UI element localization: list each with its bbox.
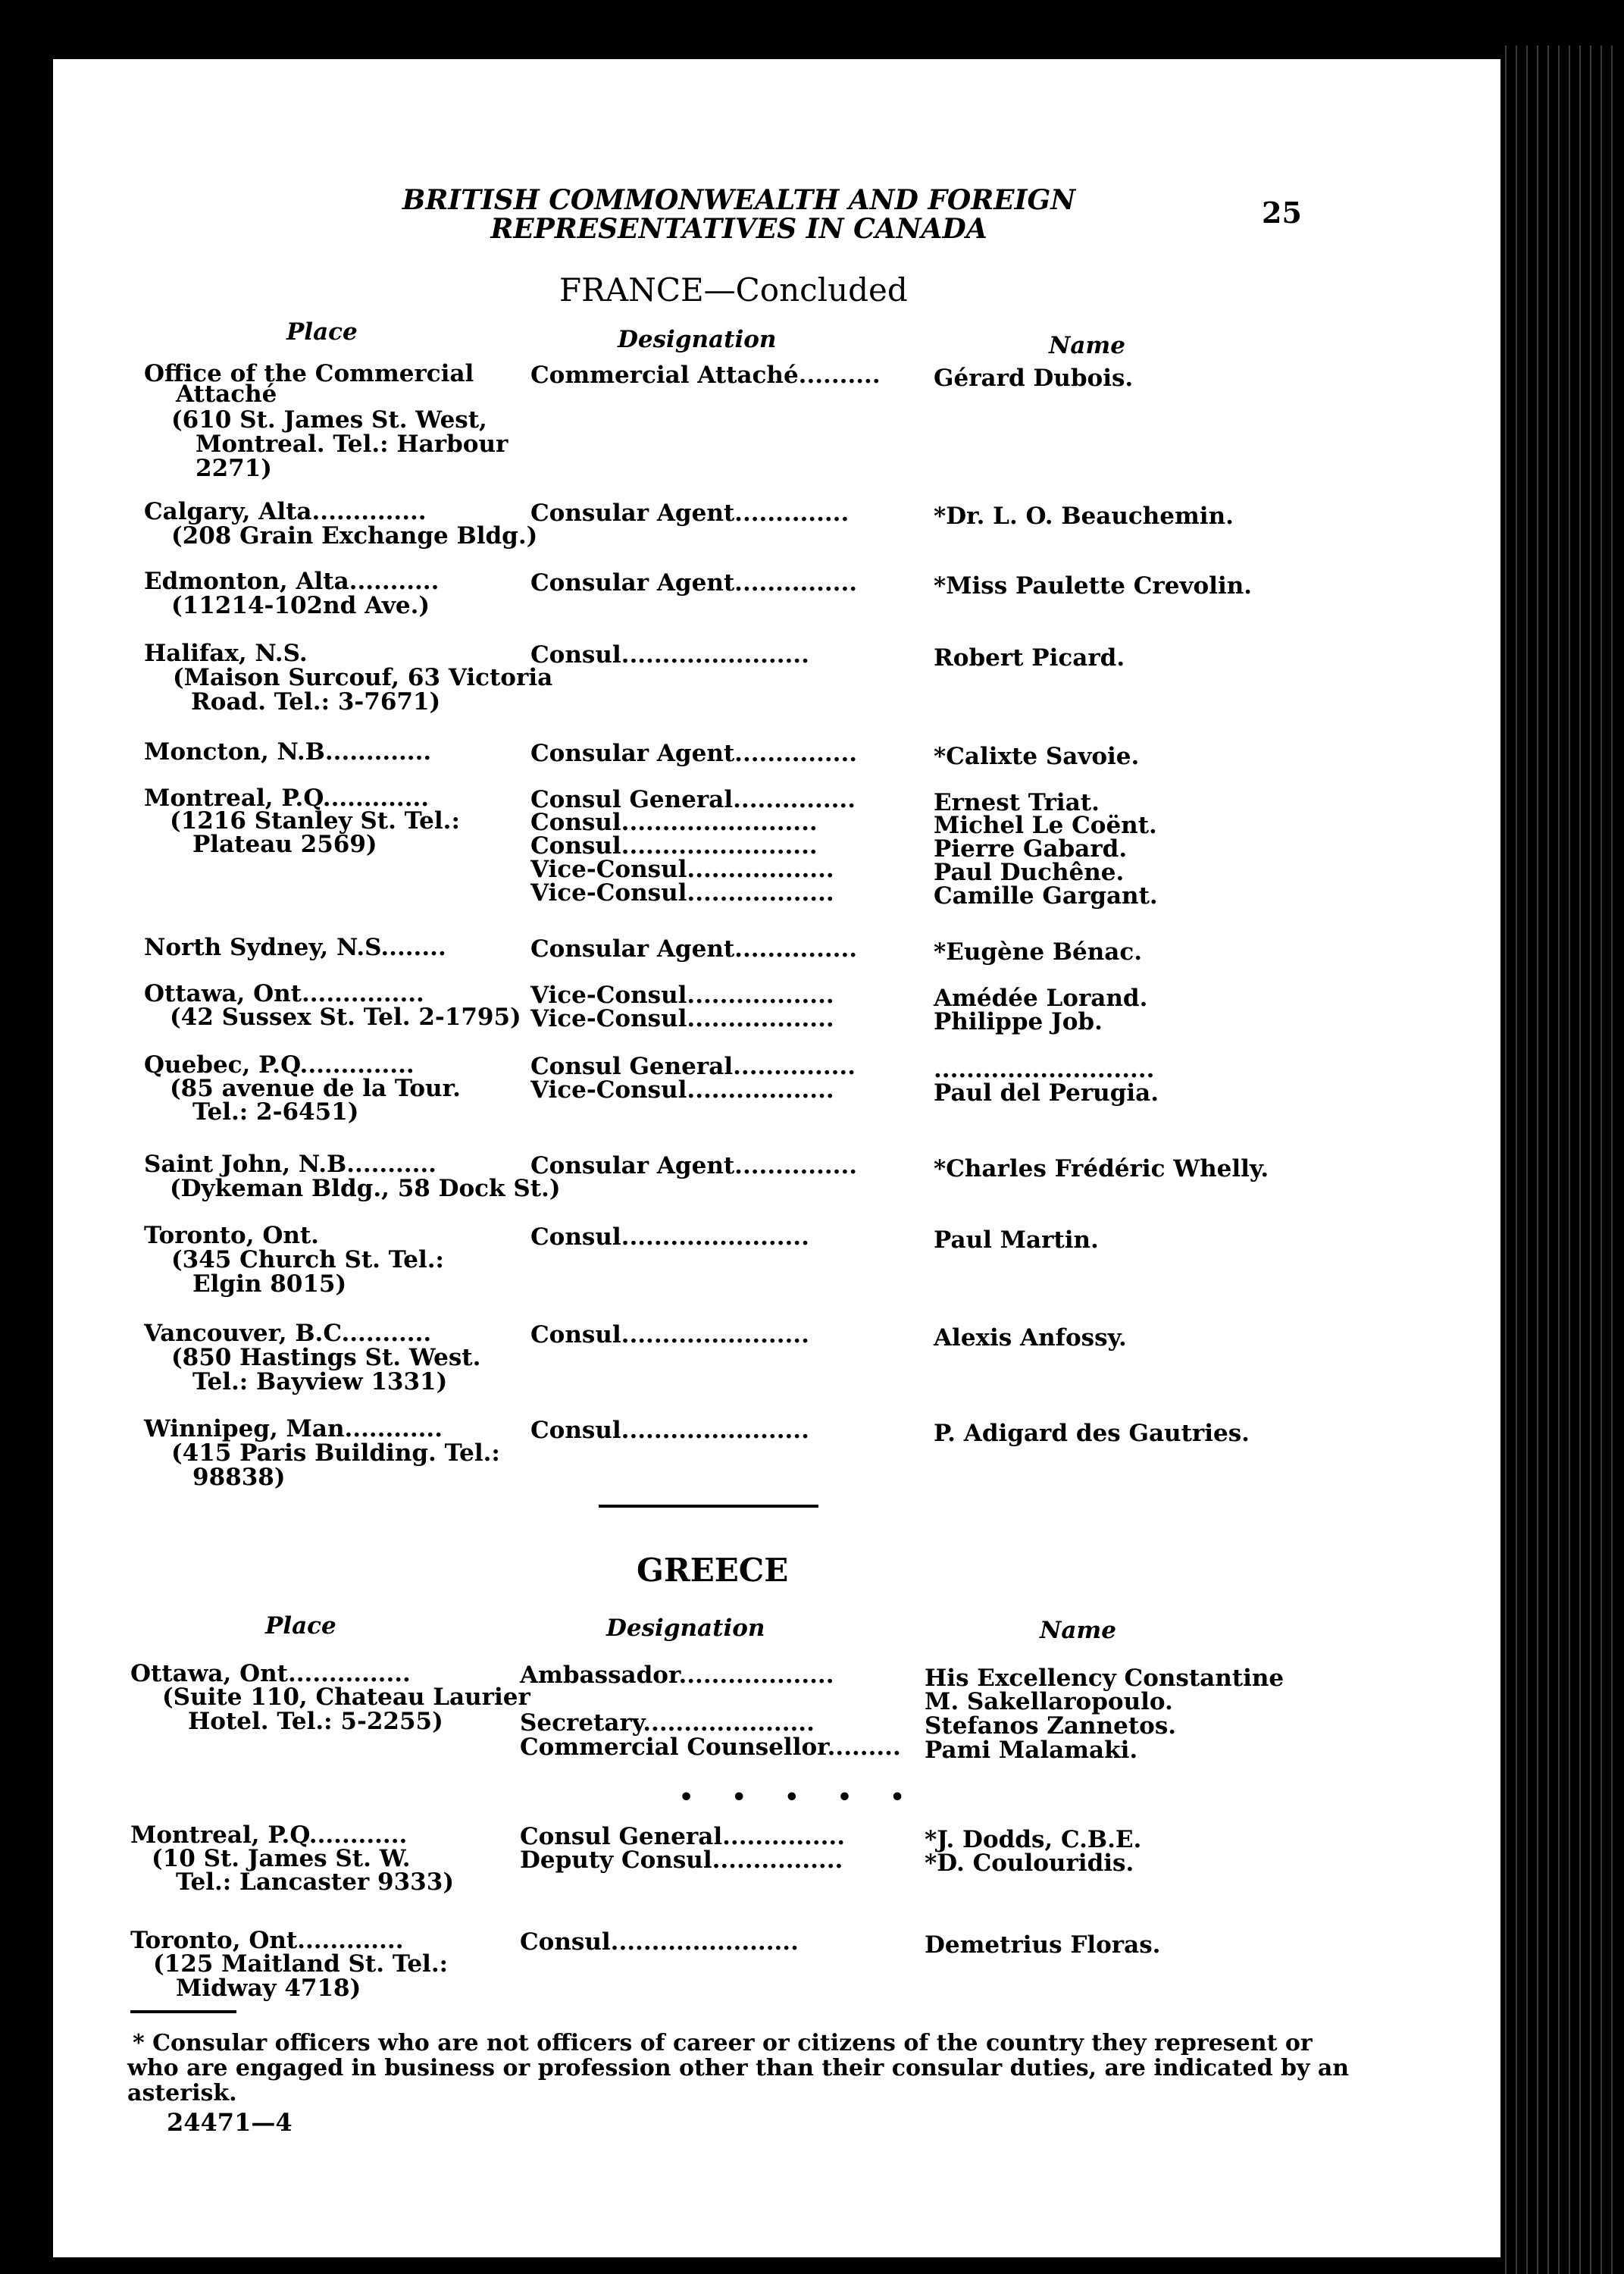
france-row-designation: Consul........................ bbox=[530, 809, 818, 836]
greece-row-name: His Excellency Constantine bbox=[925, 1665, 1284, 1692]
france-row-place: Tel.: Bayview 1331) bbox=[192, 1368, 448, 1395]
france-row-designation: Vice-Consul.................. bbox=[530, 856, 834, 883]
running-head-line2: REPRESENTATIVES IN CANADA bbox=[490, 213, 987, 245]
column-header-name-greece: Name bbox=[1040, 1617, 1116, 1644]
france-row-place: 98838) bbox=[192, 1464, 286, 1491]
france-row-place: Plateau 2569) bbox=[192, 831, 377, 858]
greece-row-place: (Suite 110, Chateau Laurier bbox=[162, 1684, 530, 1711]
france-row-place: (Maison Surcouf, 63 Victoria bbox=[173, 664, 553, 691]
france-row-place: Edmonton, Alta........... bbox=[144, 568, 440, 595]
france-row-name: *Eugène Bénac. bbox=[934, 938, 1143, 966]
france-row-name: Ernest Triat. bbox=[934, 789, 1100, 816]
greece-row-name: *D. Coulouridis. bbox=[925, 1850, 1134, 1877]
footnote-line3: asterisk. bbox=[127, 2080, 237, 2106]
greece-row-place: Tel.: Lancaster 9333) bbox=[176, 1868, 454, 1896]
france-row-place: Ottawa, Ont............... bbox=[144, 980, 424, 1007]
france-row-place: Saint John, N.B........... bbox=[144, 1151, 437, 1178]
france-row-place: Attaché bbox=[176, 381, 277, 408]
france-row-designation: Commercial Attaché.......... bbox=[530, 362, 881, 389]
france-row-designation: Consul General............... bbox=[530, 1053, 856, 1080]
greece-row-place: (125 Maitland St. Tel.: bbox=[153, 1950, 449, 1978]
france-row-place: (850 Hastings St. West. bbox=[171, 1344, 481, 1371]
france-row-name: Paul Duchêne. bbox=[934, 859, 1125, 886]
france-row-designation: Consul General............... bbox=[530, 786, 856, 813]
france-row-place: Toronto, Ont. bbox=[144, 1222, 319, 1249]
greece-row-place: Ottawa, Ont............... bbox=[130, 1660, 411, 1687]
france-row-designation: Vice-Consul.................. bbox=[530, 879, 834, 907]
france-row-place: Moncton, N.B............. bbox=[144, 738, 432, 766]
column-header-name: Name bbox=[1049, 332, 1125, 359]
france-row-place: Road. Tel.: 3-7671) bbox=[191, 688, 441, 716]
running-head bbox=[303, 186, 1175, 243]
footnote-line1: * Consular officers who are not officers of career or citizens of the country they represent or bbox=[133, 2030, 1313, 2056]
france-row-name: ........................... bbox=[934, 1056, 1155, 1083]
greece-row-place: (10 St. James St. W. bbox=[152, 1845, 411, 1872]
france-row-place: North Sydney, N.S........ bbox=[144, 934, 446, 961]
column-header-place: Place bbox=[286, 318, 358, 346]
france-row-designation: Consul....................... bbox=[530, 641, 809, 669]
france-row-name: *Calixte Savoie. bbox=[934, 743, 1140, 770]
france-row-name: Camille Gargant. bbox=[934, 882, 1158, 910]
france-row-designation: Vice-Consul.................. bbox=[530, 1076, 834, 1104]
france-row-place: Winnipeg, Man............ bbox=[144, 1415, 443, 1442]
france-row-place: Office of the Commercial bbox=[144, 360, 474, 387]
greece-row-place: Hotel. Tel.: 5-2255) bbox=[188, 1708, 443, 1735]
row-separator-dots: • • • • • bbox=[679, 1784, 920, 1811]
greece-row-designation: Deputy Consul................ bbox=[520, 1846, 843, 1874]
greece-row-name: Demetrius Floras. bbox=[925, 1931, 1161, 1959]
france-row-place: Elgin 8015) bbox=[192, 1270, 347, 1298]
france-row-designation: Consular Agent............... bbox=[530, 740, 858, 767]
france-row-name: Pierre Gabard. bbox=[934, 835, 1128, 863]
footnote-rule bbox=[130, 2010, 236, 2013]
section-title-greece: GREECE bbox=[637, 1552, 789, 1589]
france-row-place: Montreal. Tel.: Harbour bbox=[196, 431, 508, 458]
france-row-place: Calgary, Alta.............. bbox=[144, 498, 427, 525]
column-header-designation-greece: Designation bbox=[606, 1615, 765, 1642]
france-row-designation: Vice-Consul.................. bbox=[530, 982, 834, 1009]
greece-row-name: Pami Malamaki. bbox=[925, 1737, 1138, 1764]
france-row-place: Tel.: 2-6451) bbox=[192, 1098, 359, 1126]
france-row-designation: Vice-Consul.................. bbox=[530, 1005, 834, 1032]
greece-row-designation: Commercial Counsellor......... bbox=[520, 1734, 901, 1761]
france-row-place: (610 St. James St. West, bbox=[171, 406, 487, 434]
france-row-place: (208 Grain Exchange Bldg.) bbox=[171, 522, 538, 550]
france-row-place: (85 avenue de la Tour. bbox=[170, 1075, 461, 1102]
france-row-place: Quebec, P.Q.............. bbox=[144, 1051, 415, 1079]
france-row-place: (42 Sussex St. Tel. 2-1795) bbox=[170, 1004, 521, 1031]
greece-row-place: Montreal, P.Q............ bbox=[130, 1821, 408, 1849]
france-row-place: (415 Paris Building. Tel.: bbox=[171, 1439, 500, 1467]
france-row-name: *Charles Frédéric Whelly. bbox=[934, 1155, 1269, 1182]
france-row-designation: Consul....................... bbox=[530, 1417, 809, 1444]
france-row-designation: Consular Agent............... bbox=[530, 1152, 858, 1179]
france-row-name: Paul del Perugia. bbox=[934, 1079, 1159, 1107]
greece-row-place: Midway 4718) bbox=[176, 1975, 361, 2002]
greece-row-designation: Secretary..................... bbox=[520, 1709, 815, 1737]
print-code: 24471—4 bbox=[167, 2108, 293, 2137]
france-row-designation: Consul........................ bbox=[530, 832, 818, 860]
greece-row-designation: Consul....................... bbox=[520, 1928, 799, 1956]
france-row-place: Montreal, P.Q............. bbox=[144, 785, 430, 812]
france-row-name: Philippe Job. bbox=[934, 1008, 1103, 1035]
france-row-place: (345 Church St. Tel.: bbox=[171, 1246, 444, 1273]
column-header-designation: Designation bbox=[618, 326, 777, 353]
column-header-place-greece: Place bbox=[265, 1612, 336, 1640]
page-number: 25 bbox=[1262, 196, 1302, 230]
france-row-designation: Consular Agent............... bbox=[530, 935, 858, 963]
france-row-designation: Consul....................... bbox=[530, 1321, 809, 1348]
france-row-designation: Consular Agent.............. bbox=[530, 500, 850, 527]
france-row-place: Halifax, N.S. bbox=[144, 640, 308, 667]
greece-row-name: Stefanos Zannetos. bbox=[925, 1712, 1177, 1740]
greece-row-place: Toronto, Ont............. bbox=[130, 1927, 404, 1954]
footnote-line2: who are engaged in business or profession other than their consular duties, are indicated by an bbox=[127, 2055, 1350, 2081]
greece-row-designation: Consul General............... bbox=[520, 1823, 845, 1850]
france-row-place: (Dykeman Bldg., 58 Dock St.) bbox=[170, 1175, 561, 1202]
france-row-place: 2271) bbox=[196, 455, 272, 482]
france-row-designation: Consular Agent............... bbox=[530, 569, 858, 597]
france-row-name: Amédée Lorand. bbox=[934, 985, 1148, 1012]
page-edge bbox=[1500, 45, 1622, 2274]
france-row-name: Michel Le Coënt. bbox=[934, 812, 1157, 839]
france-row-place: Vancouver, B.C........... bbox=[144, 1320, 432, 1347]
greece-row-name: M. Sakellaropoulo. bbox=[925, 1688, 1173, 1715]
france-row-name: P. Adigard des Gautries. bbox=[934, 1420, 1250, 1447]
france-row-place: (1216 Stanley St. Tel.: bbox=[170, 807, 460, 835]
greece-row-name: *J. Dodds, C.B.E. bbox=[925, 1826, 1142, 1853]
france-row-name: Alexis Anfossy. bbox=[934, 1324, 1127, 1352]
france-row-designation: Consul....................... bbox=[530, 1223, 809, 1251]
france-row-name: Paul Martin. bbox=[934, 1226, 1099, 1254]
greece-row-designation: Ambassador................... bbox=[520, 1662, 834, 1689]
running-head-line1: BRITISH COMMONWEALTH AND FOREIGN bbox=[402, 184, 1076, 216]
france-row-name: *Dr. L. O. Beauchemin. bbox=[934, 503, 1234, 530]
section-divider bbox=[599, 1505, 818, 1508]
france-row-name: *Miss Paulette Crevolin. bbox=[934, 572, 1253, 600]
section-title-france: FRANCE—Concluded bbox=[559, 271, 908, 309]
france-row-place: (11214-102nd Ave.) bbox=[171, 592, 430, 619]
france-row-name: Gérard Dubois. bbox=[934, 365, 1134, 392]
france-row-name: Robert Picard. bbox=[934, 644, 1125, 672]
